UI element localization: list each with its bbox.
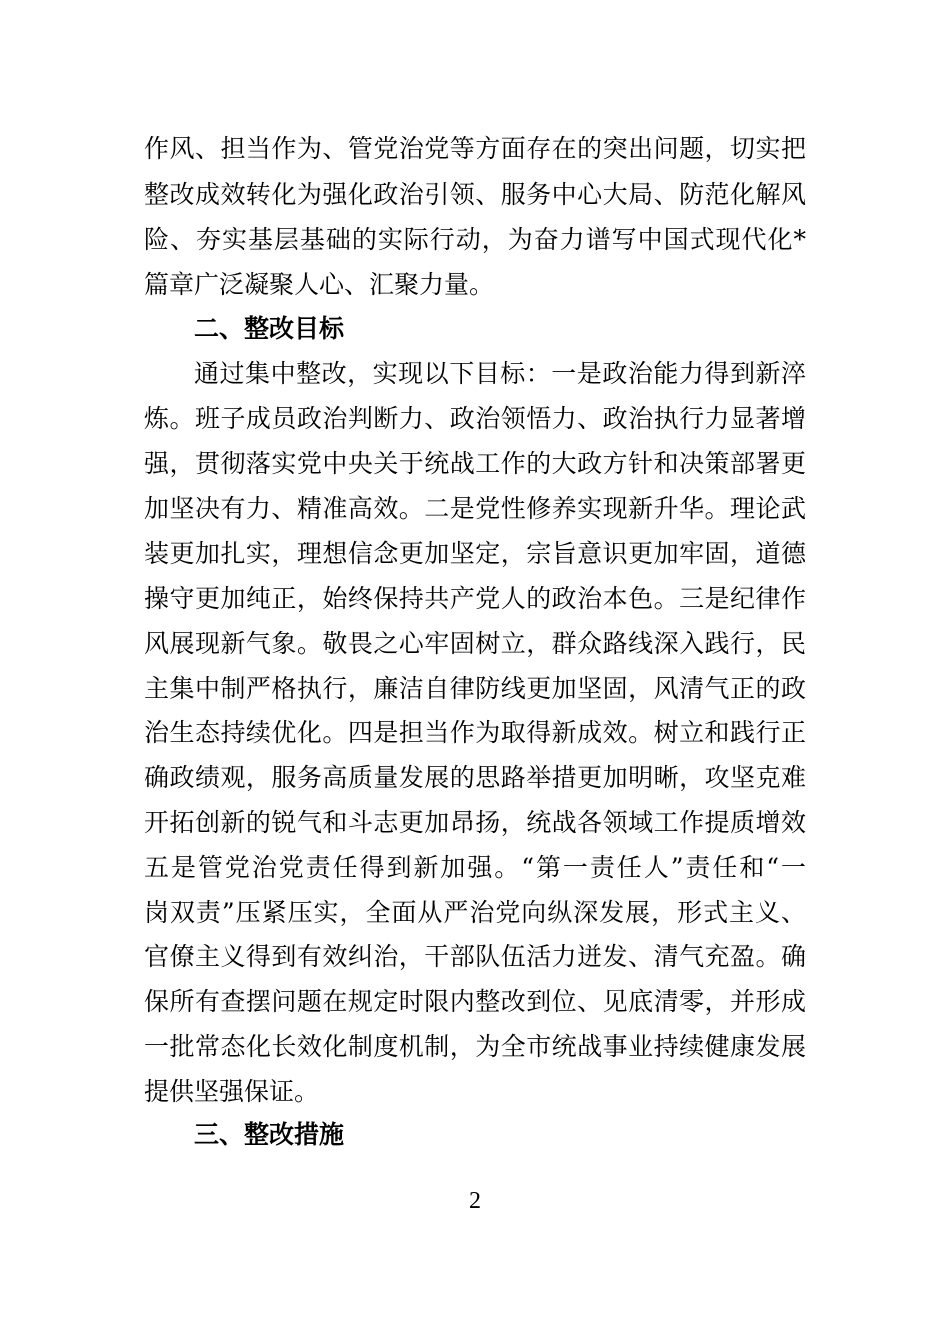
section-heading: 三、整改措施	[194, 1120, 345, 1149]
paragraph-line: 保所有查摆问题在规定时限内整改到位、见底清零，并形成	[144, 987, 806, 1016]
paragraph-line: 五是管党治党责任得到新加强。“第一责任人”责任和“一	[144, 853, 806, 882]
paragraph-line: 强，贯彻落实党中央关于统战工作的大政方针和决策部署更	[144, 449, 806, 478]
paragraph-line: 风展现新气象。敬畏之心牢固树立，群众路线深入践行，民	[144, 629, 806, 658]
paragraph-line: 开拓创新的锐气和斗志更加昂扬，统战各领域工作提质增效	[144, 808, 806, 837]
paragraph-line: 加坚决有力、精准高效。二是党性修养实现新升华。理论武	[144, 494, 806, 523]
paragraph-line: 装更加扎实，理想信念更加坚定，宗旨意识更加牢固，道德	[144, 539, 806, 568]
paragraph-line: 操守更加纯正，始终保持共产党人的政治本色。三是纪律作	[144, 584, 806, 613]
page-number: 2	[469, 1188, 481, 1214]
paragraph-line: 治生态持续优化。四是担当作为取得新成效。树立和践行正	[144, 718, 806, 747]
paragraph-line: 炼。班子成员政治判断力、政治领悟力、政治执行力显著增	[144, 404, 806, 433]
paragraph-line: 官僚主义得到有效纠治，干部队伍活力迸发、清气充盈。确	[144, 942, 806, 971]
section-heading: 二、整改目标	[194, 314, 345, 343]
paragraph-line: 确政绩观，服务高质量发展的思路举措更加明晰，攻坚克难	[144, 763, 806, 792]
paragraph-line: 岗双责”压紧压实，全面从严治党向纵深发展，形式主义、	[144, 898, 806, 927]
paragraph-line: 主集中制严格执行，廉洁自律防线更加坚固，风清气正的政	[144, 674, 806, 703]
paragraph-line: 一批常态化长效化制度机制，为全市统战事业持续健康发展	[144, 1032, 806, 1061]
paragraph-line: 整改成效转化为强化政治引领、服务中心大局、防范化解风	[144, 180, 806, 209]
paragraph-line: 篇章广泛凝聚人心、汇聚力量。	[144, 270, 495, 299]
paragraph-line: 险、夯实基层基础的实际行动，为奋力谱写中国式现代化*	[144, 225, 806, 254]
paragraph-line: 提供坚强保证。	[144, 1077, 320, 1106]
paragraph-line: 通过集中整改，实现以下目标：一是政治能力得到新淬	[194, 359, 806, 388]
paragraph-line: 作风、担当作为、管党治党等方面存在的突出问题，切实把	[144, 134, 806, 163]
